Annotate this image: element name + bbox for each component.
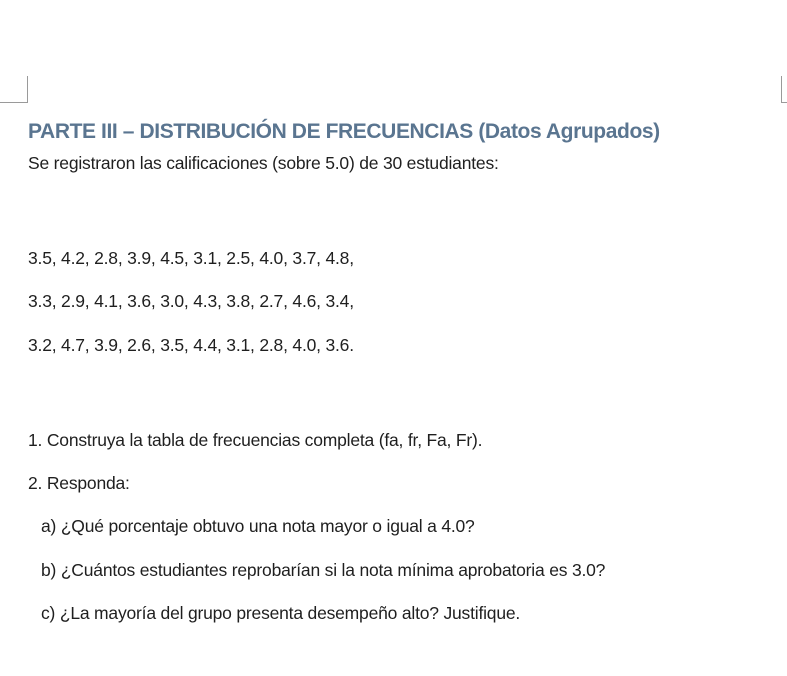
question-c: c) ¿La mayoría del grupo presenta desempeño alto? Justifique. bbox=[41, 603, 521, 623]
task-1-frequency-table: 1. Construya la tabla de frecuencias completa (fa, fr, Fa, Fr). bbox=[28, 430, 483, 450]
grades-line-1: 3.5, 4.2, 2.8, 3.9, 4.5, 3.1, 2.5, 4.0, 3.7, 4.8, bbox=[28, 248, 354, 268]
page-margin-corner-right bbox=[781, 76, 787, 103]
intro-text: Se registraron las calificaciones (sobre 5.0) de 30 estudiantes: bbox=[28, 153, 499, 173]
grades-line-2: 3.3, 2.9, 4.1, 3.6, 3.0, 4.3, 3.8, 2.7, 4.6, 3.4, bbox=[28, 291, 354, 311]
section-heading: PARTE III – DISTRIBUCIÓN DE FRECUENCIAS (Datos Agrupados) bbox=[28, 120, 660, 143]
page-margin-corner-left bbox=[0, 76, 28, 103]
question-b: b) ¿Cuántos estudiantes reprobarían si la nota mínima aprobatoria es 3.0? bbox=[41, 560, 606, 580]
task-2-respond: 2. Responda: bbox=[28, 473, 130, 493]
grades-line-3: 3.2, 4.7, 3.9, 2.6, 3.5, 4.4, 3.1, 2.8, 4.0, 3.6. bbox=[28, 335, 354, 355]
question-a: a) ¿Qué porcentaje obtuvo una nota mayor o igual a 4.0? bbox=[41, 516, 475, 536]
